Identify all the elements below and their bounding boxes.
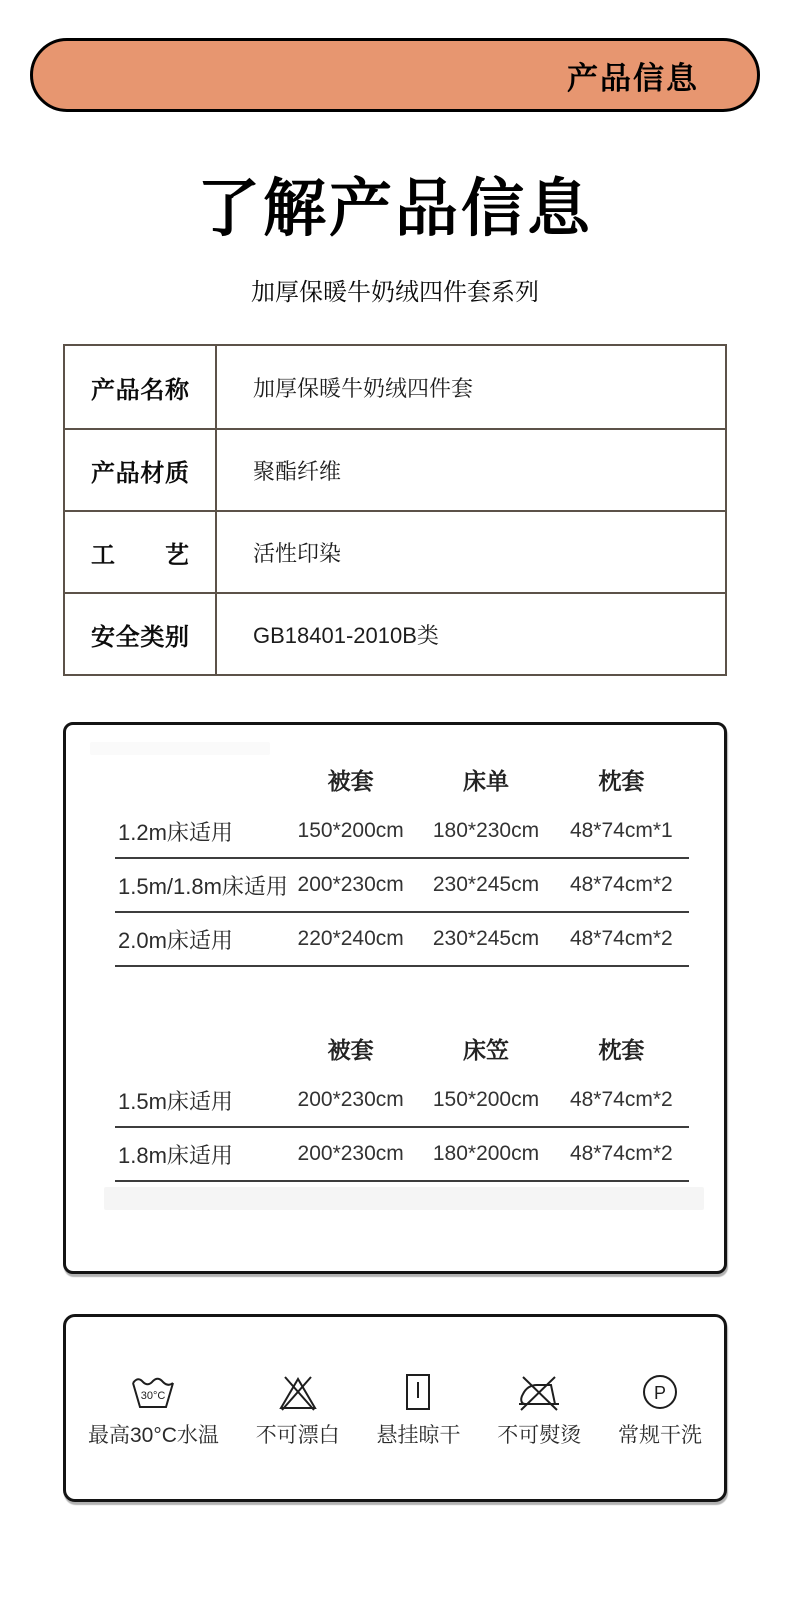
care-label: 最高30°C水温 [88,1423,219,1447]
size-row [115,1074,689,1128]
care-label: 悬挂晾干 [376,1423,461,1447]
size-value: 230*245cm [432,873,540,896]
column-header: 被套 [327,1036,374,1063]
no-bleach-icon [274,1372,322,1412]
care-item [88,1372,219,1449]
size-value: 200*230cm [297,873,404,896]
spec-value-cell: 聚酯纤维 [253,458,342,484]
size-row-label: 1.8m床适用 [118,1142,233,1168]
table-row [65,428,725,510]
no-iron-icon [515,1372,563,1412]
care-item [497,1372,581,1449]
care-label: 不可熨烫 [497,1423,582,1447]
spec-label-cell: 工艺 [65,512,217,592]
size-chart-header-row [115,1022,689,1074]
size-value: 230*245cm [432,927,540,950]
size-value: 48*74cm*2 [569,873,673,896]
spec-value-cell: GB18401-2010B类 [253,622,439,648]
size-row [115,913,689,967]
size-chart-header-row [115,753,689,805]
table-row [65,510,725,592]
care-item [618,1372,702,1449]
size-chart-box [63,722,727,1274]
table-row [65,592,725,674]
column-header: 枕套 [598,1036,645,1063]
care-item [256,1372,340,1449]
spec-label-cell: 安全类别 [65,594,217,674]
size-value: 180*230cm [432,819,540,842]
care-instructions-box [63,1314,727,1502]
hang-dry-icon [394,1372,442,1412]
table-row [65,346,725,428]
watermark-bar [90,742,270,755]
size-row-label: 1.5m床适用 [118,1088,233,1114]
size-value: 150*200cm [297,819,404,842]
wash-30c-icon [129,1372,177,1412]
spec-value-cell: 加厚保暖牛奶绒四件套 [253,375,474,401]
svg-text:30°C: 30°C [141,1389,166,1402]
product-info-banner [30,38,760,112]
care-item [376,1372,460,1449]
size-row-label: 1.2m床适用 [118,819,233,845]
size-row [115,859,689,913]
column-header: 床单 [462,767,509,794]
care-label: 不可漂白 [255,1423,340,1447]
watermark-bar [104,1187,704,1210]
column-header: 床笠 [462,1036,509,1063]
size-row-label: 2.0m床适用 [118,927,233,953]
size-row-label: 1.5m/1.8m床适用 [118,873,288,899]
size-value: 48*74cm*2 [569,927,673,950]
size-value: 48*74cm*1 [569,819,673,842]
product-spec-table [63,344,727,676]
column-header: 被套 [327,767,374,794]
size-value: 150*200cm [432,1088,540,1111]
page-subtitle: 加厚保暖牛奶绒四件套系列 [251,279,539,306]
size-row [115,805,689,859]
banner-label: 产品信息 [567,60,699,96]
size-value: 180*200cm [432,1142,540,1165]
page-title: 了解产品信息 [197,174,593,244]
size-value: 200*230cm [297,1088,404,1111]
size-row [115,1128,689,1182]
column-header: 枕套 [598,767,645,794]
size-value: 48*74cm*2 [569,1088,673,1111]
dry-clean-icon [636,1372,684,1412]
size-value: 48*74cm*2 [569,1142,673,1165]
spec-value-cell: 活性印染 [253,540,342,566]
svg-text:P: P [653,1382,666,1403]
size-value: 200*230cm [297,1142,404,1165]
care-label: 常规干洗 [617,1423,702,1447]
spec-label-cell: 产品名称 [65,346,217,428]
size-value: 220*240cm [297,927,404,950]
spec-label-cell: 产品材质 [65,430,217,510]
